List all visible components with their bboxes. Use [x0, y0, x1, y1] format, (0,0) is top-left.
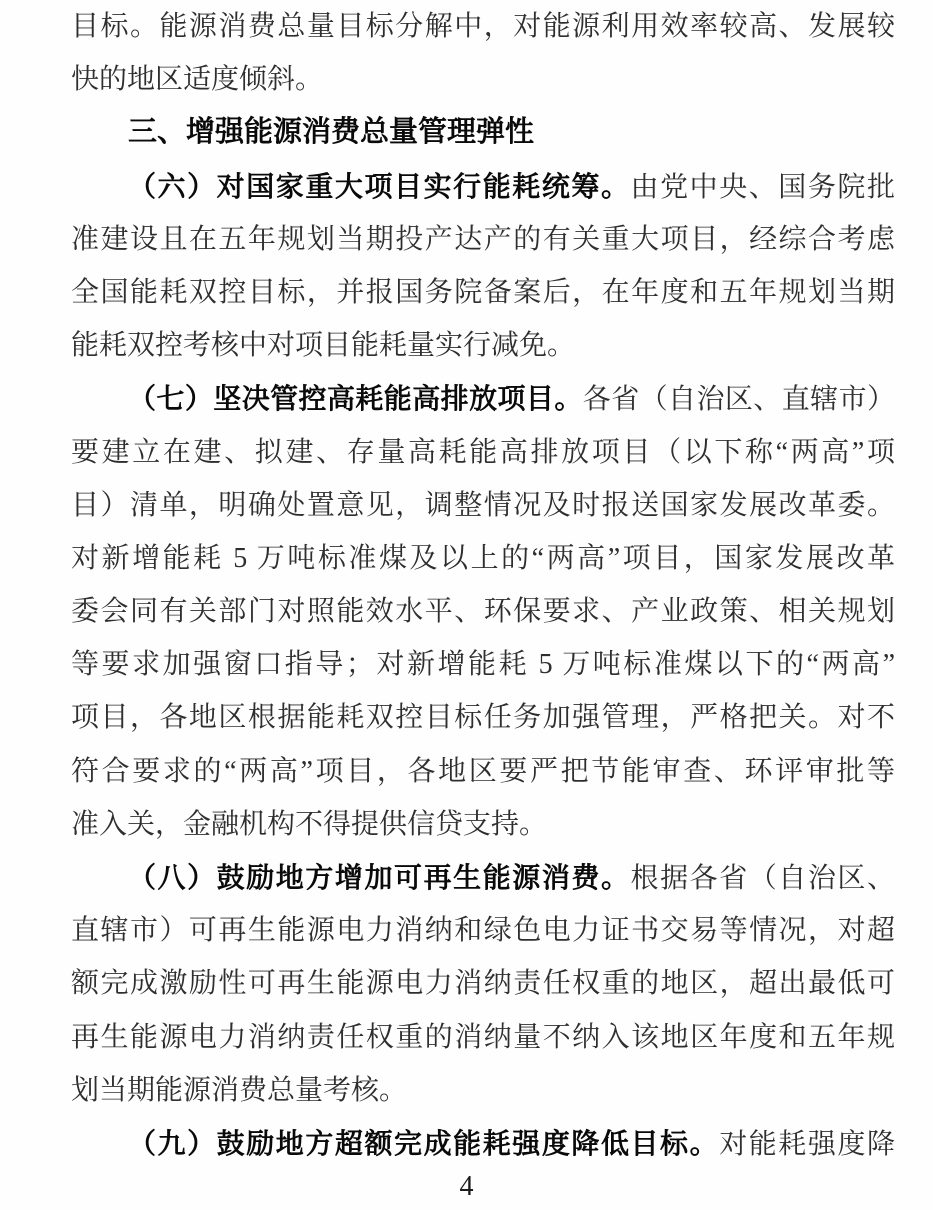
- text-line: [71, 213, 895, 266]
- text-segment: 对能耗强度降: [719, 1128, 895, 1160]
- text-segment: 对新增能耗 5 万吨标准煤及以上的“两高”项目，国家发展改革: [71, 542, 895, 574]
- text-segment: 委会同有关部门对照能效水平、环保要求、产业政策、相关规划: [71, 596, 895, 628]
- bold-text-segment: （七）坚决管控高耗能高排放项目。: [128, 383, 583, 415]
- text-segment: 项目，各地区根据能耗双控目标任务加强管理，严格把关。对不: [71, 702, 895, 734]
- text-segment: 划当期能源消费总量考核。: [71, 1074, 408, 1106]
- bold-text-segment: 三、增强能源消费总量管理弹性: [128, 116, 535, 149]
- text-line: [71, 479, 895, 532]
- text-line: [71, 319, 895, 372]
- document-body: [71, 0, 895, 1170]
- text-segment: 由党中央、国务院批: [630, 171, 895, 203]
- text-segment: 全国能耗双控目标，并报国务院备案后，在年度和五年规划当期: [71, 276, 895, 308]
- text-segment: 能耗双控考核中对项目能耗量实行减免。: [71, 330, 576, 362]
- text-line: [71, 638, 895, 691]
- text-line: [71, 798, 895, 851]
- bold-text-segment: （六）对国家重大项目实行能耗统筹。: [128, 170, 631, 202]
- text-line: [71, 585, 895, 638]
- page-footer: [0, 1168, 933, 1210]
- text-segment: 符合要求的“两高”项目，各地区要严把节能审查、环评审批等: [71, 755, 895, 787]
- text-segment: 等要求加强窗口指导；对新增能耗 5 万吨标准煤以下的“两高”: [71, 649, 895, 681]
- text-line: [71, 745, 895, 798]
- text-segment: 要建立在建、拟建、存量高耗能高排放项目（以下称“两高”项: [71, 436, 895, 468]
- text-line: [71, 372, 895, 425]
- text-line: [71, 851, 895, 904]
- section-heading: [71, 106, 895, 159]
- text-line: [71, 532, 895, 585]
- text-segment: 再生能源电力消纳责任权重的消纳量不纳入该地区年度和五年规: [71, 1021, 895, 1053]
- text-line: [71, 160, 895, 213]
- text-segment: 目）清单，明确处置意见，调整情况及时报送国家发展改革委。: [71, 489, 895, 521]
- text-line: [71, 691, 895, 744]
- text-segment: 准入关，金融机构不得提供信贷支持。: [71, 808, 548, 840]
- text-segment: 额完成激励性可再生能源电力消纳责任权重的地区，超出最低可: [71, 968, 895, 1000]
- text-line: [71, 266, 895, 319]
- text-line: [71, 0, 895, 53]
- text-segment: 快的地区适度倾斜。: [71, 64, 324, 96]
- text-line: [71, 426, 895, 479]
- text-line: [71, 1011, 895, 1064]
- text-line: [71, 957, 895, 1010]
- text-line: [71, 1064, 895, 1117]
- text-line: [71, 904, 895, 957]
- bold-text-segment: （八）鼓励地方增加可再生能源消费。: [128, 862, 631, 893]
- text-segment: 准建设且在五年规划当期投产达产的有关重大项目，经综合考虑: [71, 223, 895, 255]
- bold-text-segment: （九）鼓励地方超额完成能耗强度降低目标。: [128, 1127, 720, 1159]
- text-line: [71, 1117, 895, 1170]
- text-segment: 根据各省（自治区、: [630, 863, 895, 894]
- text-segment: 直辖市）可再生能源电力消纳和绿色电力证书交易等情况，对超: [71, 915, 895, 947]
- page-number: 4: [459, 1171, 474, 1202]
- text-segment: 各省（自治区、直辖市）: [582, 384, 895, 416]
- text-segment: 目标。能源消费总量目标分解中，对能源利用效率较高、发展较: [71, 11, 895, 42]
- text-line: [71, 53, 895, 106]
